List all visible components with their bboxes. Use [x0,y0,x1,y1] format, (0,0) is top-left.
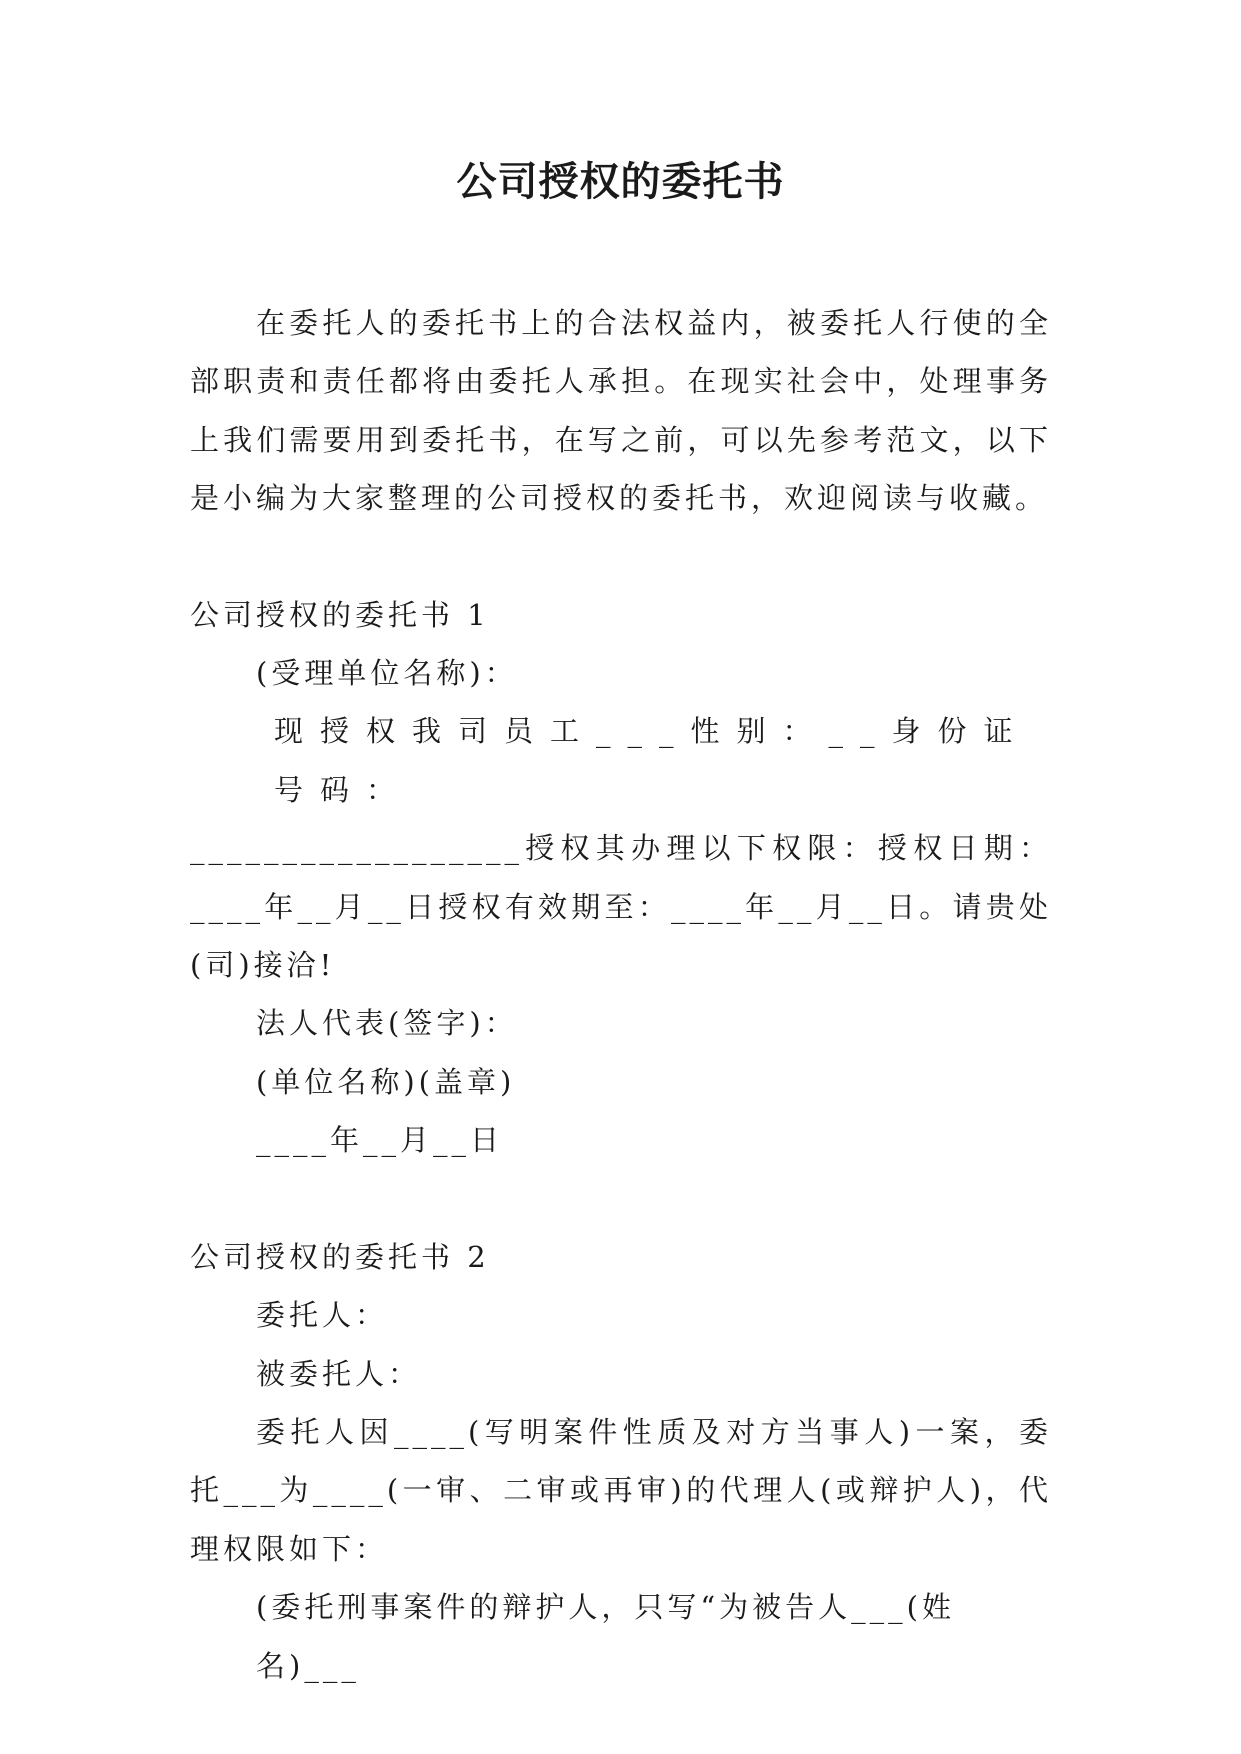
section1-date: ____年__月__日 [256,1123,504,1158]
section2-paragraph: 委托人因____(写明案件性质及对方当事人)一案，委托___为____(一审、二审或再审)的代理人(或辩护人)，代理权限如下： [190,1414,1052,1566]
section2-principal: 委托人： [256,1298,389,1333]
section1-unit: (单位名称)(盖章) [256,1064,516,1099]
section2-note: (委托刑事案件的辩护人，只写“为被告人___(姓名)___ [256,1590,955,1683]
section2-heading: 公司授权的委托书 2 [190,1239,490,1274]
section1-addressee: (受理单位名称)： [256,656,518,691]
intro-paragraph: 在委托人的委托书上的合法权益内，被委托人行使的全部职责和责任都将由委托人承担。在现实社会中，处理事务上我们需要用到委托书，在写之前，可以先参考范文，以下是小编为大家整理的公司授权的委托书，欢迎阅读与收藏。 [190,306,1052,516]
section2-agent: 被委托人： [256,1356,422,1391]
section1-signature: 法人代表(签字)： [256,1006,518,1041]
section1-heading: 公司授权的委托书 1 [190,597,490,632]
document-title: 公司授权的委托书 [456,159,785,205]
section1-body-line1: 现授权我司员工___性别：__身份证号码： [274,714,1030,807]
document-body [190,294,1052,1695]
section1-body-rest: __________________授权其办理以下权限：授权日期：____年__月__日授权有效期至：____年__月__日。请贵处(司)接洽! [190,831,1052,983]
